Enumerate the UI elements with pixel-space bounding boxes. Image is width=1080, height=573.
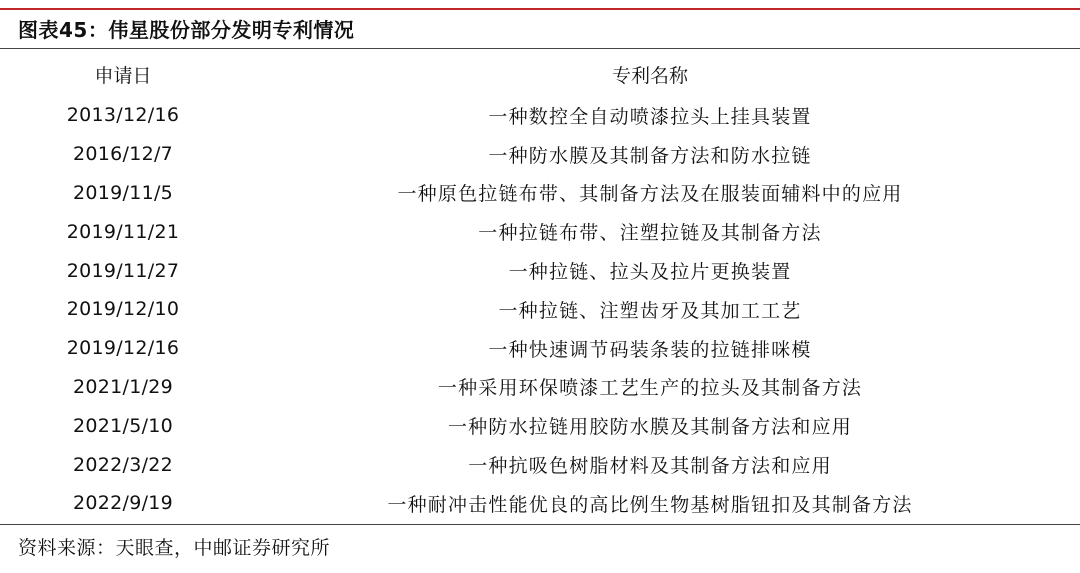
figure-title: 图表45：伟星股份部分发明专利情况: [18, 18, 355, 42]
table-body: [0, 96, 1080, 523]
row-patent-name: 一种采用环保喷漆工艺生产的拉头及其制备方法: [437, 377, 863, 400]
table-row: [0, 406, 1080, 445]
header-patent-name: 专利名称: [611, 64, 688, 87]
row-patent-name: 一种耐冲击性能优良的高比例生物基树脂钮扣及其制备方法: [387, 493, 913, 516]
title-divider: [0, 48, 1080, 49]
row-date: 2019/12/10: [66, 298, 180, 321]
row-patent-name: 一种原色拉链布带、其制备方法及在服装面辅料中的应用: [397, 183, 903, 206]
source-note: 资料来源：天眼查，中邮证券研究所: [18, 537, 331, 559]
row-date: 2019/11/27: [66, 259, 180, 282]
table-row: [0, 329, 1080, 368]
row-date: 2019/12/16: [66, 337, 180, 360]
row-patent-name: 一种防水膜及其制备方法和防水拉链: [488, 144, 812, 167]
table-row: [0, 212, 1080, 251]
row-date: 2019/11/5: [72, 181, 174, 204]
table-row: [0, 96, 1080, 135]
row-date: 2022/3/22: [72, 453, 174, 476]
table-row: [0, 445, 1080, 484]
row-patent-name: 一种拉链、拉头及拉片更换装置: [508, 261, 792, 284]
row-patent-name: 一种快速调节码装条装的拉链排咪模: [488, 338, 812, 361]
row-patent-name: 一种拉链布带、注塑拉链及其制备方法: [478, 222, 822, 245]
top-accent-rule: [0, 8, 1080, 10]
row-date: 2016/12/7: [72, 143, 174, 166]
table-row: [0, 135, 1080, 174]
row-date: 2021/5/10: [72, 414, 174, 437]
row-patent-name: 一种数控全自动喷漆拉头上挂具装置: [488, 105, 812, 128]
table-header: [0, 56, 1080, 92]
table-row: [0, 290, 1080, 329]
row-date: 2021/1/29: [72, 375, 174, 398]
row-date: 2013/12/16: [66, 104, 180, 127]
row-date: 2019/11/21: [66, 220, 180, 243]
row-patent-name: 一种防水拉链用胶防水膜及其制备方法和应用: [447, 416, 852, 439]
table-row: [0, 251, 1080, 290]
table-row: [0, 484, 1080, 523]
table-bottom-rule: [0, 524, 1080, 525]
table-row: [0, 368, 1080, 407]
header-date: 申请日: [94, 64, 152, 87]
row-patent-name: 一种拉链、注塑齿牙及其加工工艺: [498, 299, 802, 322]
table-row: [0, 174, 1080, 213]
row-date: 2022/9/19: [72, 492, 174, 515]
row-patent-name: 一种抗吸色树脂材料及其制备方法和应用: [468, 455, 832, 478]
